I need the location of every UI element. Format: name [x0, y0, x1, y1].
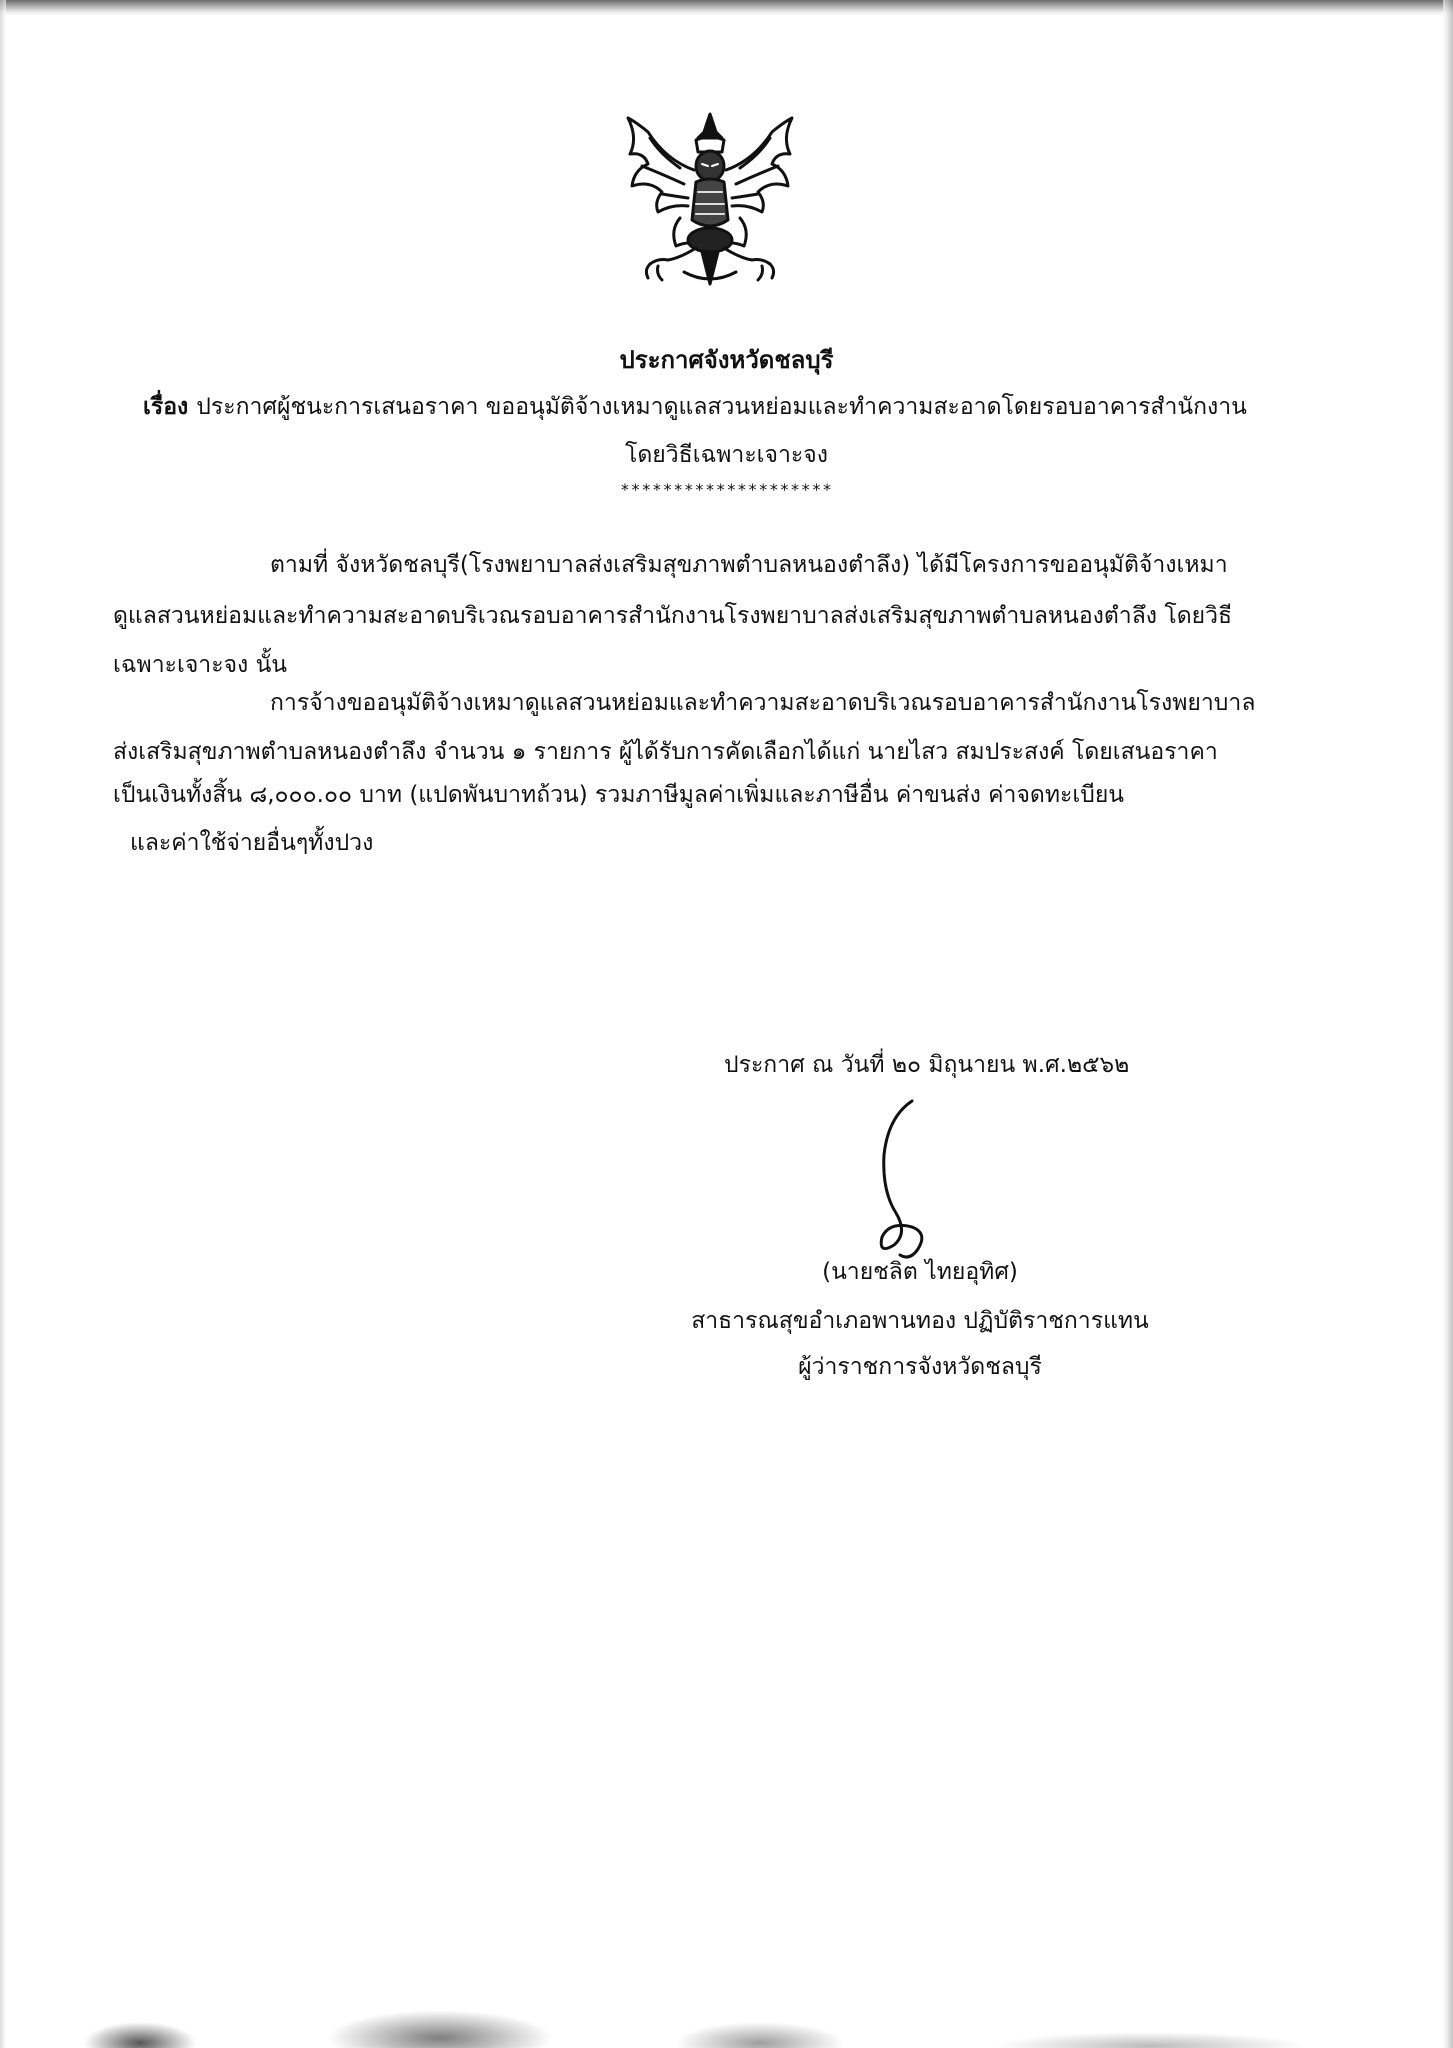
subject-line	[143, 390, 1323, 424]
signer-name: (นายชลิต ไทยอุทิศ)	[822, 1259, 1018, 1285]
separator-stars: ********************	[620, 480, 833, 499]
paragraph-2-line-3: เป็นเงินทั้งสิ้น ๘,๐๐๐.๐๐ บาท (แปดพันบาทถ้วน) รวมภาษีมูลค่าเพิ่มและภาษีอื่น ค่าขนส่ง ค่าจดทะเบียน	[113, 782, 1125, 808]
paragraph-1-line-2: ดูแลสวนหย่อมและทำความสะอาดบริเวณรอบอาคารสำนักงานโรงพยาบาลส่งเสริมสุขภาพตำบลหนองตำลึง โดยวิธี	[113, 603, 1233, 629]
paragraph-2-line-4: และค่าใช้จ่ายอื่นๆทั้งปวง	[130, 830, 374, 856]
scan-edge-left	[0, 0, 6, 2048]
garuda-emblem-icon	[610, 108, 810, 292]
handwritten-signature	[840, 1095, 950, 1265]
paragraph-1-line-1: ตามที่ จังหวัดชลบุรี(โรงพยาบาลส่งเสริมสุขภาพตำบลหนองตำลึง) ได้มีโครงการขออนุมัติจ้างเหมา	[270, 552, 1228, 578]
subject-label: เรื่อง	[143, 394, 189, 420]
subject-text: ประกาศผู้ชนะการเสนอราคา ขออนุมัติจ้างเหมาดูแลสวนหย่อมและทำความสะอาดโดยรอบอาคารสำนักงาน	[196, 394, 1247, 420]
signer-position: สาธารณสุขอำเภอพานทอง ปฏิบัติราชการแทน	[691, 1308, 1149, 1334]
paragraph-2-line-1: การจ้างขออนุมัติจ้างเหมาดูแลสวนหย่อมและทำความสะอาดบริเวณรอบอาคารสำนักงานโรงพยาบาล	[270, 690, 1256, 716]
paragraph-2-line-2: ส่งเสริมสุขภาพตำบลหนองตำลึง จำนวน ๑ รายการ ผู้ได้รับการคัดเลือกได้แก่ นายไสว สมประสงค์ โดยเสนอราคา	[113, 739, 1218, 765]
subject-text-continuation: โดยวิธีเฉพาะเจาะจง	[625, 442, 828, 468]
announcement-title: ประกาศจังหวัดชลบุรี	[619, 346, 834, 374]
scan-edge-right	[1443, 0, 1453, 2048]
signer-authority: ผู้ว่าราชการจังหวัดชลบุรี	[798, 1354, 1042, 1380]
scan-edge-top	[0, 0, 1453, 16]
paragraph-1-line-3: เฉพาะเจาะจง นั้น	[113, 652, 288, 678]
announcement-date: ประกาศ ณ วันที่ ๒๐ มิถุนายน พ.ศ.๒๕๖๒	[724, 1052, 1130, 1078]
scan-smudge-bottom	[0, 1988, 1453, 2048]
